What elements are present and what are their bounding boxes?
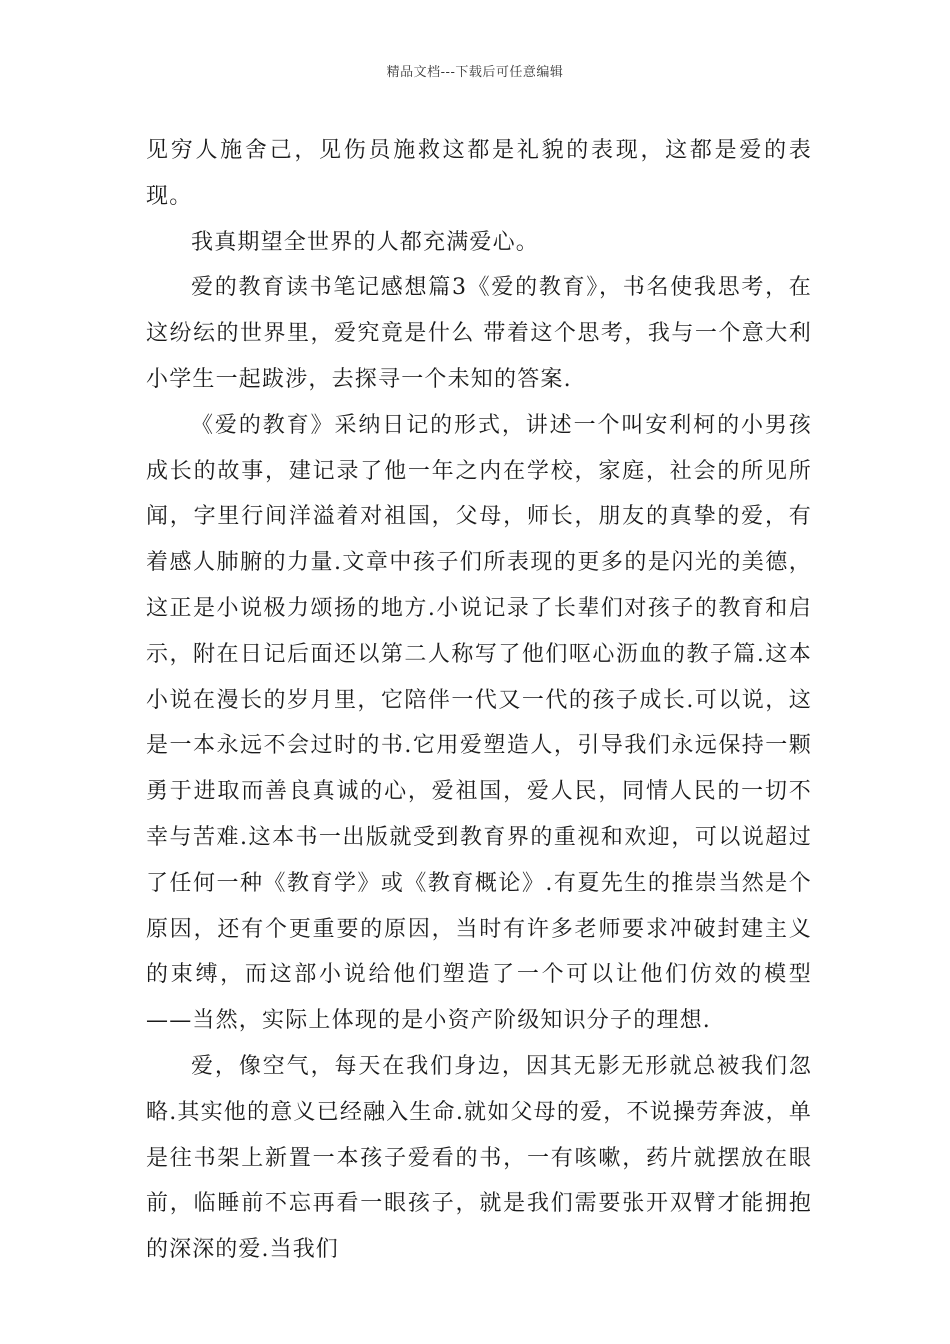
paragraph-book-summary: 《爱的教育》采纳日记的形式，讲述一个叫安利柯的小男孩成长的故事，建记录了他一年之内在学校，家庭，社会的所见所闻，字里行间洋溢着对祖国，父母，师长，朋友的真挚的爱，有着感人肺腑的力量.文章中孩子们所表现的更多的是闪光的美德，这正是小说极力颂扬的地方.小说记录了长辈们对孩子的教育和启示，附在日记后面还以第二人称写了他们呕心沥血的教子篇.这本小说在漫长的岁月里，它陪伴一代又一代的孩子成长.可以说，这是一本永远不会过时的书.它用爱塑造人，引导我们永远保持一颗勇于进取而善良真诚的心，爱祖国，爱人民，同情人民的一切不幸与苦难.这本书一出版就受到教育界的重视和欢迎，可以说超过了任何一种《教育学》或《教育概论》.有夏先生的推崇当然是个原因，还有个更重要的原因，当时有许多老师要求冲破封建主义的束缚，而这部小说给他们塑造了一个可以让他们仿效的模型——当然，实际上体现的是小资产阶级知识分子的理想. bbox=[146, 412, 812, 1034]
paragraph-intro: 爱的教育读书笔记感想篇3《爱的教育》，书名使我思考，在这纷纭的世界里，爱究竟是什么 带着这个思考，我与一个意大利小学生一起跋涉，去探寻一个未知的答案. bbox=[146, 275, 812, 392]
paragraph-wish: 我真期望全世界的人都充满爱心。 bbox=[191, 229, 540, 255]
page-header: 精品文档---下载后可任意编辑 bbox=[386, 65, 564, 80]
paragraph-love-like-air: 爱，像空气，每天在我们身边，因其无影无形就总被我们忽略.其实他的意义已经融入生命.就如父母的爱，不说操劳奔波，单是往书架上新置一本孩子爱看的书，一有咳嗽，药片就摆放在眼前，临睡前不忘再看一眼孩子，就是我们需要张开双臂才能拥抱的深深的爱.当我们 bbox=[146, 1053, 812, 1263]
document-body bbox=[146, 128, 812, 1273]
paragraph-continuation: 见穷人施舍己，见伤员施救这都是礼貌的表现，这都是爱的表现。 bbox=[146, 138, 812, 209]
